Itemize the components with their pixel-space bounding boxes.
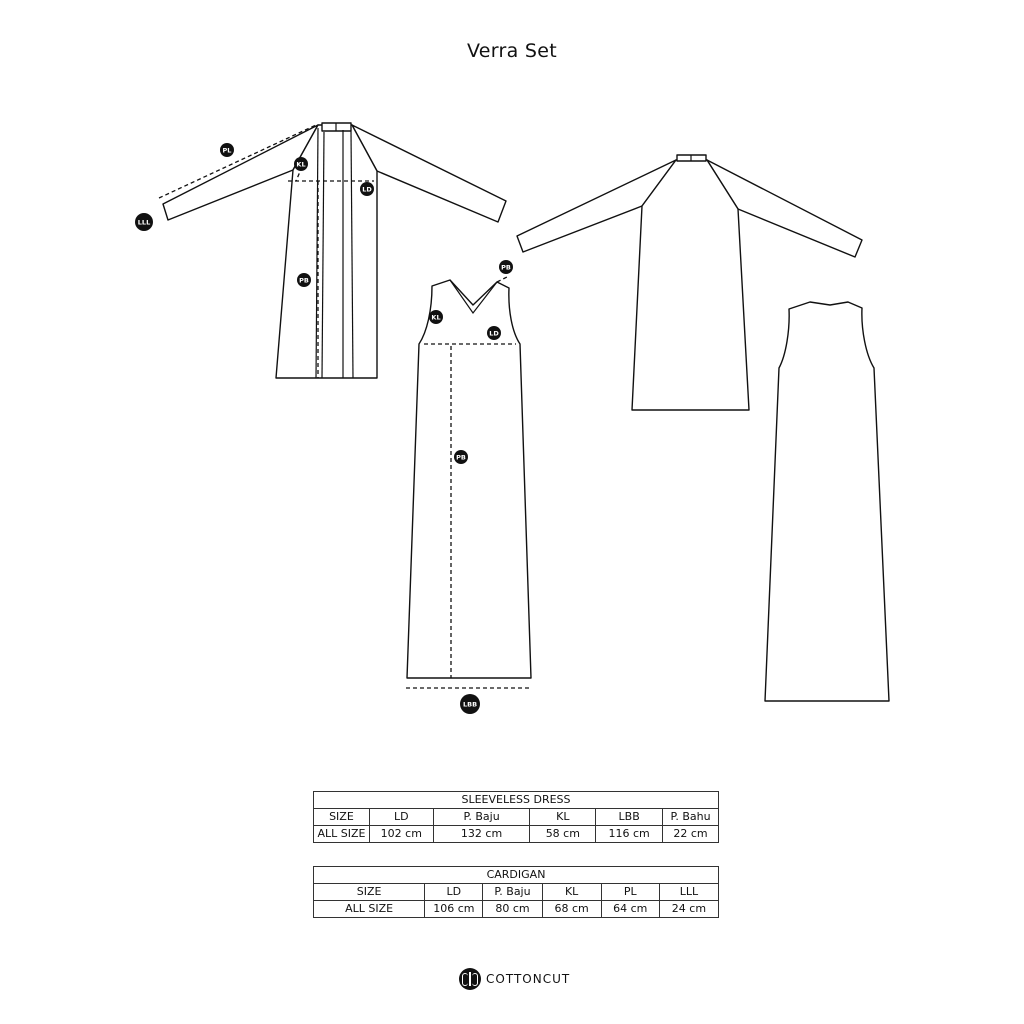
table-cell: ALL SIZE bbox=[314, 901, 425, 918]
marker-dress-ld bbox=[487, 326, 501, 340]
brand-name: COTTONCUT bbox=[486, 972, 571, 986]
header-cell: KL bbox=[530, 809, 596, 826]
table-cell: 80 cm bbox=[483, 901, 542, 918]
table-row bbox=[314, 901, 719, 918]
marker-ld-label: LD bbox=[362, 185, 372, 194]
marker-dress-kl-label: KL bbox=[431, 313, 441, 322]
header-cell: SIZE bbox=[314, 884, 425, 901]
marker-dress-pb-shoulder-label: PB bbox=[501, 263, 511, 272]
page-title: Verra Set bbox=[466, 40, 558, 62]
marker-lll bbox=[135, 213, 153, 231]
brand-footer bbox=[459, 967, 570, 991]
header-cell: LD bbox=[425, 884, 483, 901]
table-row bbox=[314, 826, 719, 843]
marker-dress-lbb-label: LBB bbox=[462, 700, 478, 709]
dress-back-sketch bbox=[765, 302, 889, 701]
table-cell: 132 cm bbox=[433, 826, 530, 843]
header-cell: P. Baju bbox=[433, 809, 530, 826]
table-caption: CARDIGAN bbox=[314, 867, 719, 884]
marker-pl bbox=[220, 143, 234, 157]
table-header-row bbox=[314, 884, 719, 901]
marker-dress-pb-shoulder bbox=[499, 260, 513, 274]
table-cell: 102 cm bbox=[369, 826, 433, 843]
header-cell: P. Bahu bbox=[663, 809, 719, 826]
header-cell: P. Baju bbox=[483, 884, 542, 901]
header-cell: SIZE bbox=[314, 809, 370, 826]
cottoncut-logo-icon bbox=[459, 968, 481, 990]
table-cell: 22 cm bbox=[663, 826, 719, 843]
header-cell: KL bbox=[542, 884, 601, 901]
marker-dress-pb bbox=[454, 450, 468, 464]
header-cell: LD bbox=[369, 809, 433, 826]
table-cell: 64 cm bbox=[601, 901, 659, 918]
table-cell: 106 cm bbox=[425, 901, 483, 918]
table-cell: 24 cm bbox=[659, 901, 718, 918]
sleeveless-dress-size-table bbox=[313, 791, 719, 843]
marker-kl bbox=[294, 157, 308, 171]
marker-lll-label: LLL bbox=[137, 218, 151, 227]
marker-pb-label: PB bbox=[299, 276, 309, 285]
marker-kl-label: KL bbox=[296, 160, 306, 169]
marker-dress-kl bbox=[429, 310, 443, 324]
cardigan-size-table bbox=[313, 866, 719, 918]
header-cell: LLL bbox=[659, 884, 718, 901]
table-cell: 68 cm bbox=[542, 901, 601, 918]
dress-front-sketch bbox=[406, 276, 531, 688]
header-cell: PL bbox=[601, 884, 659, 901]
marker-dress-lbb bbox=[460, 694, 480, 714]
marker-dress-pb-label: PB bbox=[456, 453, 466, 462]
table-header-row bbox=[314, 809, 719, 826]
marker-pb bbox=[297, 273, 311, 287]
marker-dress-ld-label: LD bbox=[489, 329, 499, 338]
marker-pl-label: PL bbox=[222, 146, 232, 155]
table-cell: 116 cm bbox=[596, 826, 663, 843]
header-cell: LBB bbox=[596, 809, 663, 826]
table-caption: SLEEVELESS DRESS bbox=[314, 792, 719, 809]
marker-ld bbox=[360, 182, 374, 196]
table-cell: 58 cm bbox=[530, 826, 596, 843]
table-cell: ALL SIZE bbox=[314, 826, 370, 843]
